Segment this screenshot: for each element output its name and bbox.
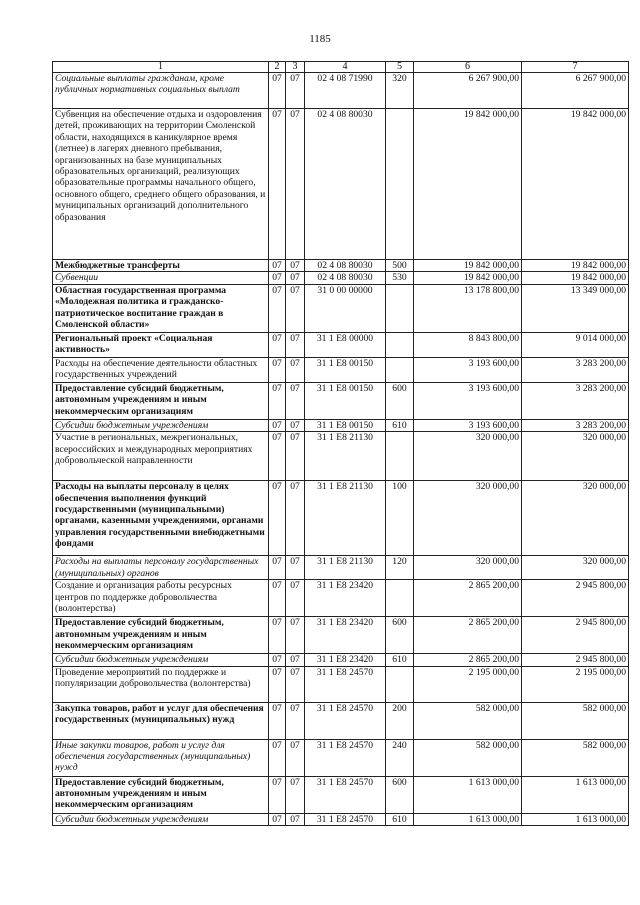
amount-year-2: 1 613 000,00 <box>522 813 629 825</box>
amount-year-1: 320 000,00 <box>414 432 522 481</box>
section-code: 07 <box>269 481 286 556</box>
target-article-code: 31 1 E8 24570 <box>305 813 386 825</box>
row-name: Предоставление субсидий бюджетным, автономным учреждениям и иным некоммерческим организациям <box>53 617 269 654</box>
section-code: 07 <box>269 432 286 481</box>
amount-year-2: 19 842 000,00 <box>522 260 629 272</box>
section-code: 07 <box>269 580 286 617</box>
section-code: 07 <box>269 260 286 272</box>
target-article-code: 31 1 E8 00150 <box>305 357 386 382</box>
table-row <box>53 481 629 556</box>
section-code: 07 <box>269 382 286 419</box>
header-row <box>53 62 629 73</box>
section-code: 07 <box>269 332 286 357</box>
section-code: 07 <box>269 776 286 813</box>
section-code: 07 <box>269 73 286 109</box>
section-code: 07 <box>269 617 286 654</box>
row-name: Субвенция на обеспечение отдыха и оздоровления детей, проживающих на территории Смоленской области, находящихся в каникулярное время (летнее) в лагерях дневного пребывания, организованных на базе муниципальных образовательных организаций, реализующих образовательные программы начального общего, основного общего, среднего общего образования, и муниципальных организаций дополнительного образования <box>53 109 269 260</box>
expense-type-code: 200 <box>386 702 414 739</box>
row-name: Закупка товаров, работ и услуг для обеспечения государственных (муниципальных) нужд <box>53 702 269 739</box>
amount-year-2: 6 267 900,00 <box>522 73 629 109</box>
row-name: Предоставление субсидий бюджетным, автономным учреждениям и иным некоммерческим организациям <box>53 776 269 813</box>
amount-year-1: 6 267 900,00 <box>414 73 522 109</box>
row-name: Создание и организация работы ресурсных центров по поддержке добровольчества (волонтерства) <box>53 580 269 617</box>
column-header: 7 <box>522 62 629 73</box>
subsection-code: 07 <box>286 332 305 357</box>
amount-year-2: 320 000,00 <box>522 432 629 481</box>
amount-year-1: 3 193 600,00 <box>414 357 522 382</box>
row-name: Расходы на выплаты персоналу государственных (муниципальных) органов <box>53 556 269 580</box>
subsection-code: 07 <box>286 432 305 481</box>
section-code: 07 <box>269 739 286 776</box>
expense-type-code: 530 <box>386 272 414 284</box>
row-name: Субвенции <box>53 272 269 284</box>
expense-type-code: 320 <box>386 73 414 109</box>
page-number: 1185 <box>309 33 331 45</box>
row-name: Иные закупки товаров, работ и услуг для обеспечения государственных (муниципальных) нужд <box>53 739 269 776</box>
table-row <box>53 272 629 284</box>
expense-type-code: 600 <box>386 382 414 419</box>
row-name: Проведение мероприятий по поддержке и популяризации добровольчества (волонтерства) <box>53 666 269 702</box>
table-row <box>53 617 629 654</box>
column-header: 4 <box>305 62 386 73</box>
amount-year-2: 1 613 000,00 <box>522 776 629 813</box>
table-row <box>53 284 629 332</box>
amount-year-1: 3 193 600,00 <box>414 382 522 419</box>
subsection-code: 07 <box>286 109 305 260</box>
amount-year-1: 13 178 800,00 <box>414 284 522 332</box>
section-code: 07 <box>269 556 286 580</box>
subsection-code: 07 <box>286 776 305 813</box>
section-code: 07 <box>269 357 286 382</box>
amount-year-1: 2 865 200,00 <box>414 654 522 666</box>
amount-year-1: 320 000,00 <box>414 556 522 580</box>
amount-year-2: 582 000,00 <box>522 702 629 739</box>
table-row <box>53 702 629 739</box>
amount-year-1: 8 843 800,00 <box>414 332 522 357</box>
target-article-code: 02 4 08 80030 <box>305 109 386 260</box>
amount-year-2: 2 945 800,00 <box>522 654 629 666</box>
subsection-code: 07 <box>286 739 305 776</box>
expense-type-code: 610 <box>386 419 414 431</box>
amount-year-2: 2 195 000,00 <box>522 666 629 702</box>
section-code: 07 <box>269 654 286 666</box>
expense-type-code: 610 <box>386 813 414 825</box>
row-name: Расходы на обеспечение деятельности областных государственных учреждений <box>53 357 269 382</box>
section-code: 07 <box>269 666 286 702</box>
amount-year-2: 3 283 200,00 <box>522 357 629 382</box>
expense-type-code <box>386 432 414 481</box>
subsection-code: 07 <box>286 666 305 702</box>
expense-type-code <box>386 332 414 357</box>
amount-year-2: 320 000,00 <box>522 481 629 556</box>
amount-year-1: 2 865 200,00 <box>414 617 522 654</box>
amount-year-2: 320 000,00 <box>522 556 629 580</box>
row-name: Социальные выплаты гражданам, кроме публичных нормативных социальных выплат <box>53 73 269 109</box>
expense-type-code <box>386 109 414 260</box>
section-code: 07 <box>269 419 286 431</box>
table-row <box>53 73 629 109</box>
amount-year-1: 1 613 000,00 <box>414 776 522 813</box>
column-header: 6 <box>414 62 522 73</box>
section-code: 07 <box>269 109 286 260</box>
table-row <box>53 556 629 580</box>
amount-year-1: 2 195 000,00 <box>414 666 522 702</box>
column-header: 1 <box>53 62 269 73</box>
table-row <box>53 382 629 419</box>
amount-year-1: 3 193 600,00 <box>414 419 522 431</box>
target-article-code: 31 1 E8 23420 <box>305 580 386 617</box>
column-header: 2 <box>269 62 286 73</box>
amount-year-2: 582 000,00 <box>522 739 629 776</box>
row-name: Областная государственная программа «Молодежная политика и гражданско-патриотическое воспитание граждан в Смоленской области» <box>53 284 269 332</box>
amount-year-2: 13 349 000,00 <box>522 284 629 332</box>
subsection-code: 07 <box>286 481 305 556</box>
subsection-code: 07 <box>286 702 305 739</box>
expense-type-code: 600 <box>386 617 414 654</box>
target-article-code: 02 4 08 80030 <box>305 260 386 272</box>
amount-year-2: 19 842 000,00 <box>522 272 629 284</box>
target-article-code: 31 1 E8 00000 <box>305 332 386 357</box>
amount-year-1: 19 842 000,00 <box>414 272 522 284</box>
subsection-code: 07 <box>286 357 305 382</box>
row-name: Межбюджетные трансферты <box>53 260 269 272</box>
row-name: Субсидии бюджетным учреждениям <box>53 654 269 666</box>
target-article-code: 31 1 E8 00150 <box>305 419 386 431</box>
table-row <box>53 260 629 272</box>
table-row <box>53 739 629 776</box>
expense-type-code <box>386 580 414 617</box>
table-row <box>53 419 629 431</box>
target-article-code: 31 1 E8 21130 <box>305 481 386 556</box>
target-article-code: 31 1 E8 24570 <box>305 666 386 702</box>
expense-type-code: 240 <box>386 739 414 776</box>
target-article-code: 31 1 E8 24570 <box>305 776 386 813</box>
row-name: Расходы на выплаты персоналу в целях обеспечения выполнения функций государственными (муниципальными) органами, казенными учреждениями, органами управления государственными внебюджетными фондами <box>53 481 269 556</box>
subsection-code: 07 <box>286 73 305 109</box>
amount-year-1: 19 842 000,00 <box>414 109 522 260</box>
target-article-code: 02 4 08 80030 <box>305 272 386 284</box>
subsection-code: 07 <box>286 556 305 580</box>
expense-type-code <box>386 284 414 332</box>
expense-type-code: 120 <box>386 556 414 580</box>
target-article-code: 02 4 08 71990 <box>305 73 386 109</box>
amount-year-2: 9 014 000,00 <box>522 332 629 357</box>
subsection-code: 07 <box>286 382 305 419</box>
amount-year-2: 2 945 800,00 <box>522 580 629 617</box>
table-row <box>53 357 629 382</box>
amount-year-1: 2 865 200,00 <box>414 580 522 617</box>
subsection-code: 07 <box>286 813 305 825</box>
section-code: 07 <box>269 702 286 739</box>
section-code: 07 <box>269 272 286 284</box>
amount-year-2: 3 283 200,00 <box>522 382 629 419</box>
subsection-code: 07 <box>286 654 305 666</box>
expense-type-code: 600 <box>386 776 414 813</box>
subsection-code: 07 <box>286 272 305 284</box>
table-row <box>53 432 629 481</box>
column-header: 3 <box>286 62 305 73</box>
subsection-code: 07 <box>286 580 305 617</box>
table-row <box>53 332 629 357</box>
row-name: Региональный проект «Социальная активность» <box>53 332 269 357</box>
row-name: Субсидии бюджетным учреждениям <box>53 813 269 825</box>
target-article-code: 31 1 E8 23420 <box>305 654 386 666</box>
table-row <box>53 813 629 825</box>
table-row <box>53 776 629 813</box>
target-article-code: 31 0 00 00000 <box>305 284 386 332</box>
expense-type-code: 500 <box>386 260 414 272</box>
target-article-code: 31 1 E8 21130 <box>305 556 386 580</box>
budget-table <box>52 61 629 826</box>
row-name: Участие в региональных, межрегиональных, всероссийских и международных мероприятиях добровольческой направленности <box>53 432 269 481</box>
target-article-code: 31 1 E8 24570 <box>305 739 386 776</box>
expense-type-code: 610 <box>386 654 414 666</box>
section-code: 07 <box>269 813 286 825</box>
amount-year-1: 320 000,00 <box>414 481 522 556</box>
table-row <box>53 666 629 702</box>
subsection-code: 07 <box>286 284 305 332</box>
row-name: Субсидии бюджетным учреждениям <box>53 419 269 431</box>
table-row <box>53 580 629 617</box>
expense-type-code <box>386 666 414 702</box>
target-article-code: 31 1 E8 21130 <box>305 432 386 481</box>
row-name: Предоставление субсидий бюджетным, автономным учреждениям и иным некоммерческим организациям <box>53 382 269 419</box>
amount-year-1: 582 000,00 <box>414 739 522 776</box>
table-row <box>53 654 629 666</box>
subsection-code: 07 <box>286 260 305 272</box>
amount-year-2: 3 283 200,00 <box>522 419 629 431</box>
column-header: 5 <box>386 62 414 73</box>
subsection-code: 07 <box>286 617 305 654</box>
amount-year-1: 582 000,00 <box>414 702 522 739</box>
table-row <box>53 109 629 260</box>
expense-type-code <box>386 357 414 382</box>
amount-year-2: 2 945 800,00 <box>522 617 629 654</box>
subsection-code: 07 <box>286 419 305 431</box>
target-article-code: 31 1 E8 00150 <box>305 382 386 419</box>
expense-type-code: 100 <box>386 481 414 556</box>
section-code: 07 <box>269 284 286 332</box>
target-article-code: 31 1 E8 24570 <box>305 702 386 739</box>
amount-year-1: 19 842 000,00 <box>414 260 522 272</box>
amount-year-1: 1 613 000,00 <box>414 813 522 825</box>
target-article-code: 31 1 E8 23420 <box>305 617 386 654</box>
amount-year-2: 19 842 000,00 <box>522 109 629 260</box>
